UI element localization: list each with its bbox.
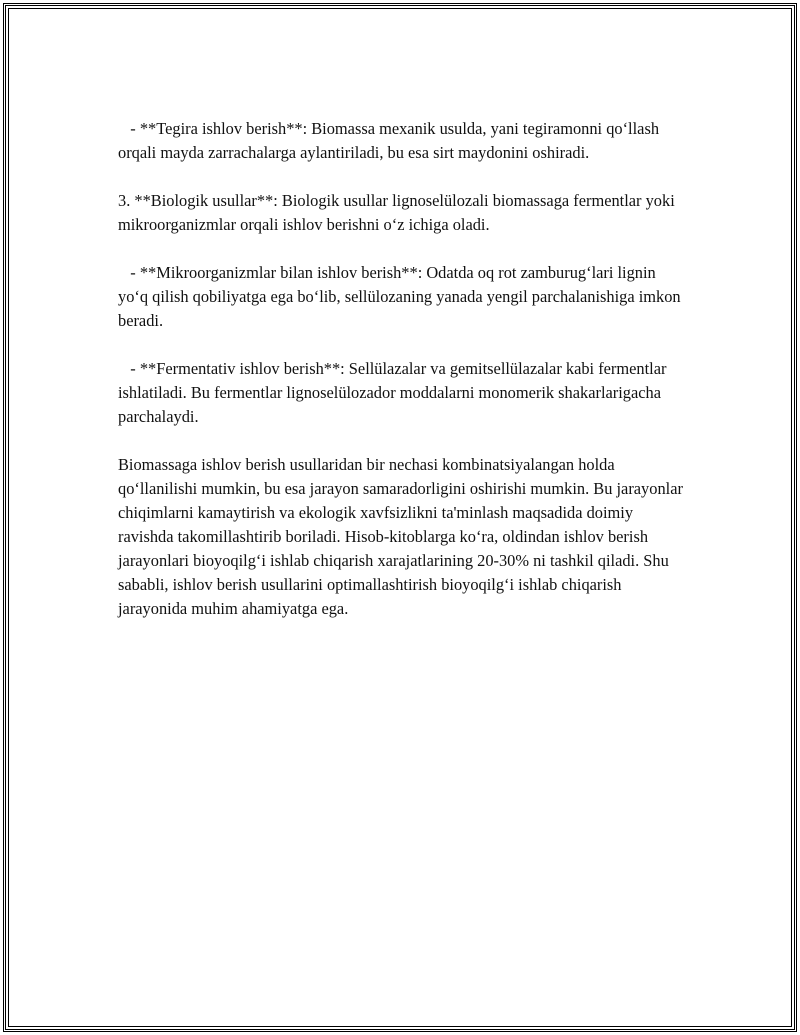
- paragraph-conclusion: Biomassaga ishlov berish usullaridan bir nechasi kombinatsiyalangan holda qo‘llanilishi mumkin, bu esa jarayon samaradorligini oshirishi mumkin. Bu jarayonlar chiqimlarni kamaytirish va ekologik xavfsizlikni ta'minlash maqsadida doimiy ravishda takomillashtirib boriladi. Hisob-kitoblarga ko‘ra, oldindan ishlov berish jarayonlari bioyoqilg‘i ishlab chiqarish xarajatlarining 20-30% ni tashkil qiladi. Shu sababli, ishlov berish usullarini optimallashtirish bioyoqilg‘i ishlab chiqarish jarayonida muhim ahamiyatga ega.: [118, 455, 688, 618]
- paragraph-biological-methods: 3. **Biologik usullar**: Biologik usullar lignoselülozali biomassaga fermentlar yoki mikroorganizmlar orqali ishlov berishni o‘z ichiga oladi.: [118, 191, 679, 234]
- paragraph-microorganisms: - **Mikroorganizmlar bilan ishlov berish**: Odatda oq rot zamburug‘lari lignin yo‘q qilish qobiliyatga ega bo‘lib, sellülozaning yanada yengil parchalanishiga imkon beradi.: [118, 263, 685, 330]
- paragraph-milling: - **Tegira ishlov berish**: Biomassa mexanik usulda, yani tegiramonni qo‘llash orqali mayda zarrachalarga aylantiriladi, bu esa sirt maydonini oshiradi.: [118, 119, 664, 162]
- document-body: [118, 117, 688, 645]
- paragraph-enzymatic: - **Fermentativ ishlov berish**: Sellülazalar va gemitsellülazalar kabi fermentlar ishlatiladi. Bu fermentlar lignoselülozador moddalarni monomerik shakarlarigacha parchalaydi.: [118, 359, 671, 426]
